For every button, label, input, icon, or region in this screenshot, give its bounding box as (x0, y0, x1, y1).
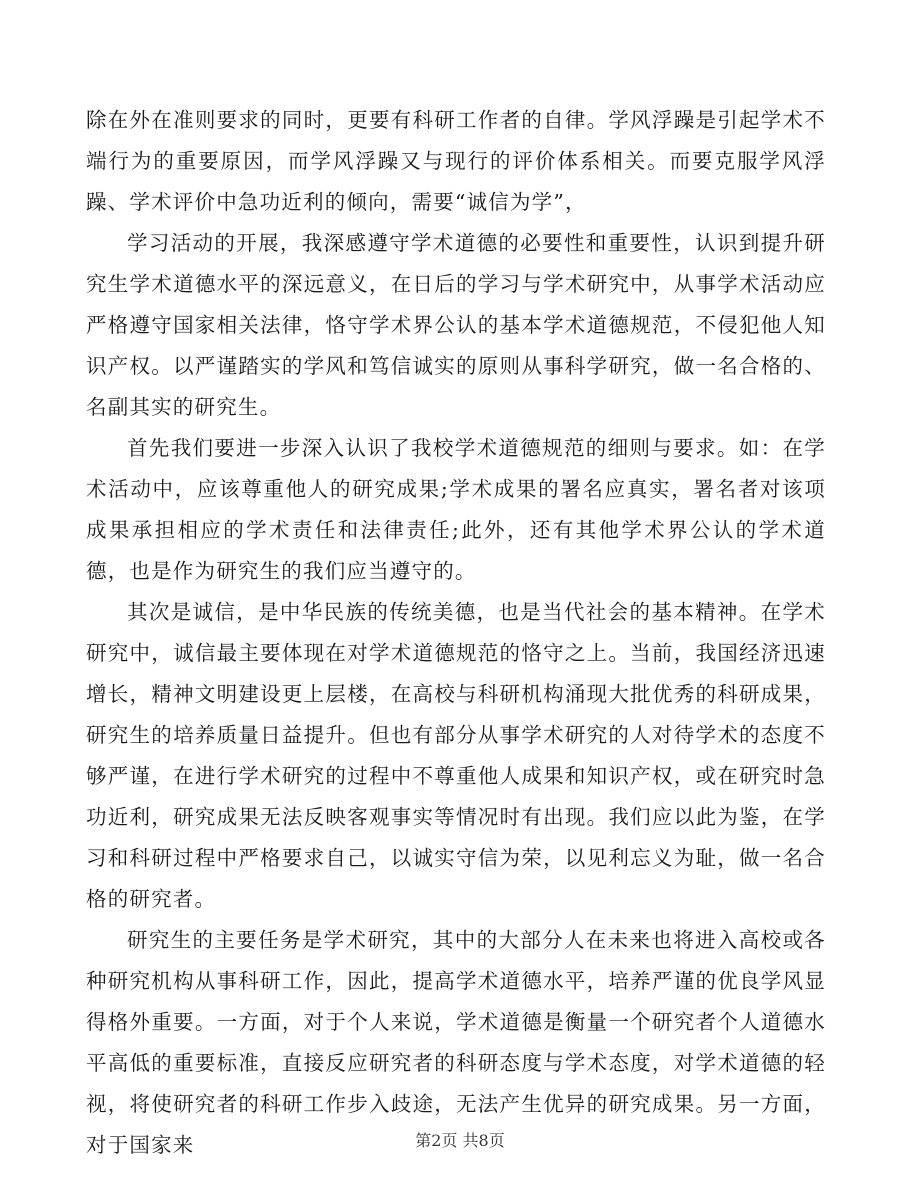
paragraph: 学习活动的开展，我深感遵守学术道德的必要性和重要性，认识到提升研究生学术道德水平的深远意义，在日后的学习与学术研究中，从事学术活动应严格遵守国家相关法律，恪守学术界公认的基本学术道德规范，不侵犯他人知识产权。以严谨踏实的学风和笃信诚实的原则从事科学研究，做一名合格的、名副其实的研究生。 (86, 231, 826, 419)
paragraph-continuation: 除在外在准则要求的同时，更要有科研工作者的自律。学风浮躁是引起学术不端行为的重要原因，而学风浮躁又与现行的评价体系相关。而要克服学风浮躁、学术评价中急功近利的倾向，需要“诚信为学”， (86, 108, 826, 214)
page-number-footer: 第2页 共8页 (415, 1131, 505, 1150)
paragraph: 其次是诚信，是中华民族的传统美德，也是当代社会的基本精神。在学术研究中，诚信最主要体现在对学术道德规范的恪守之上。当前，我国经济迅速增长，精神文明建设更上层楼，在高校与科研机构涌现大批优秀的科研成果，研究生的培养质量日益提升。但也有部分从事学术研究的人对待学术的态度不够严谨，在进行学术研究的过程中不尊重他人成果和知识产权，或在研究时急功近利，研究成果无法反映客观事实等情况时有出现。我们应以此为鉴，在学习和科研过程中严格要求自己，以诚实守信为荣，以见利忘义为耻，做一名合格的研究者。 (86, 600, 826, 911)
paragraph: 研究生的主要任务是学术研究，其中的大部分人在未来也将进入高校或各种研究机构从事科研工作，因此，提高学术道德水平，培养严谨的优良学风显得格外重要。一方面，对于个人来说，学术道德是衡量一个研究者个人道德水平高低的重要标准，直接反应研究者的科研态度与学术态度，对学术道德的轻视，将使研究者的科研工作步入歧途，无法产生优异的研究成果。另一方面，对于国家来 (86, 928, 826, 1157)
document-body (86, 100, 826, 1166)
paragraph: 首先我们要进一步深入认识了我校学术道德规范的细则与要求。如：在学术活动中，应该尊重他人的研究成果;学术成果的署名应真实，署名者对该项成果承担相应的学术责任和法律责任;此外，还有其他学术界公认的学术道德，也是作为研究生的我们应当遵守的。 (86, 436, 826, 583)
